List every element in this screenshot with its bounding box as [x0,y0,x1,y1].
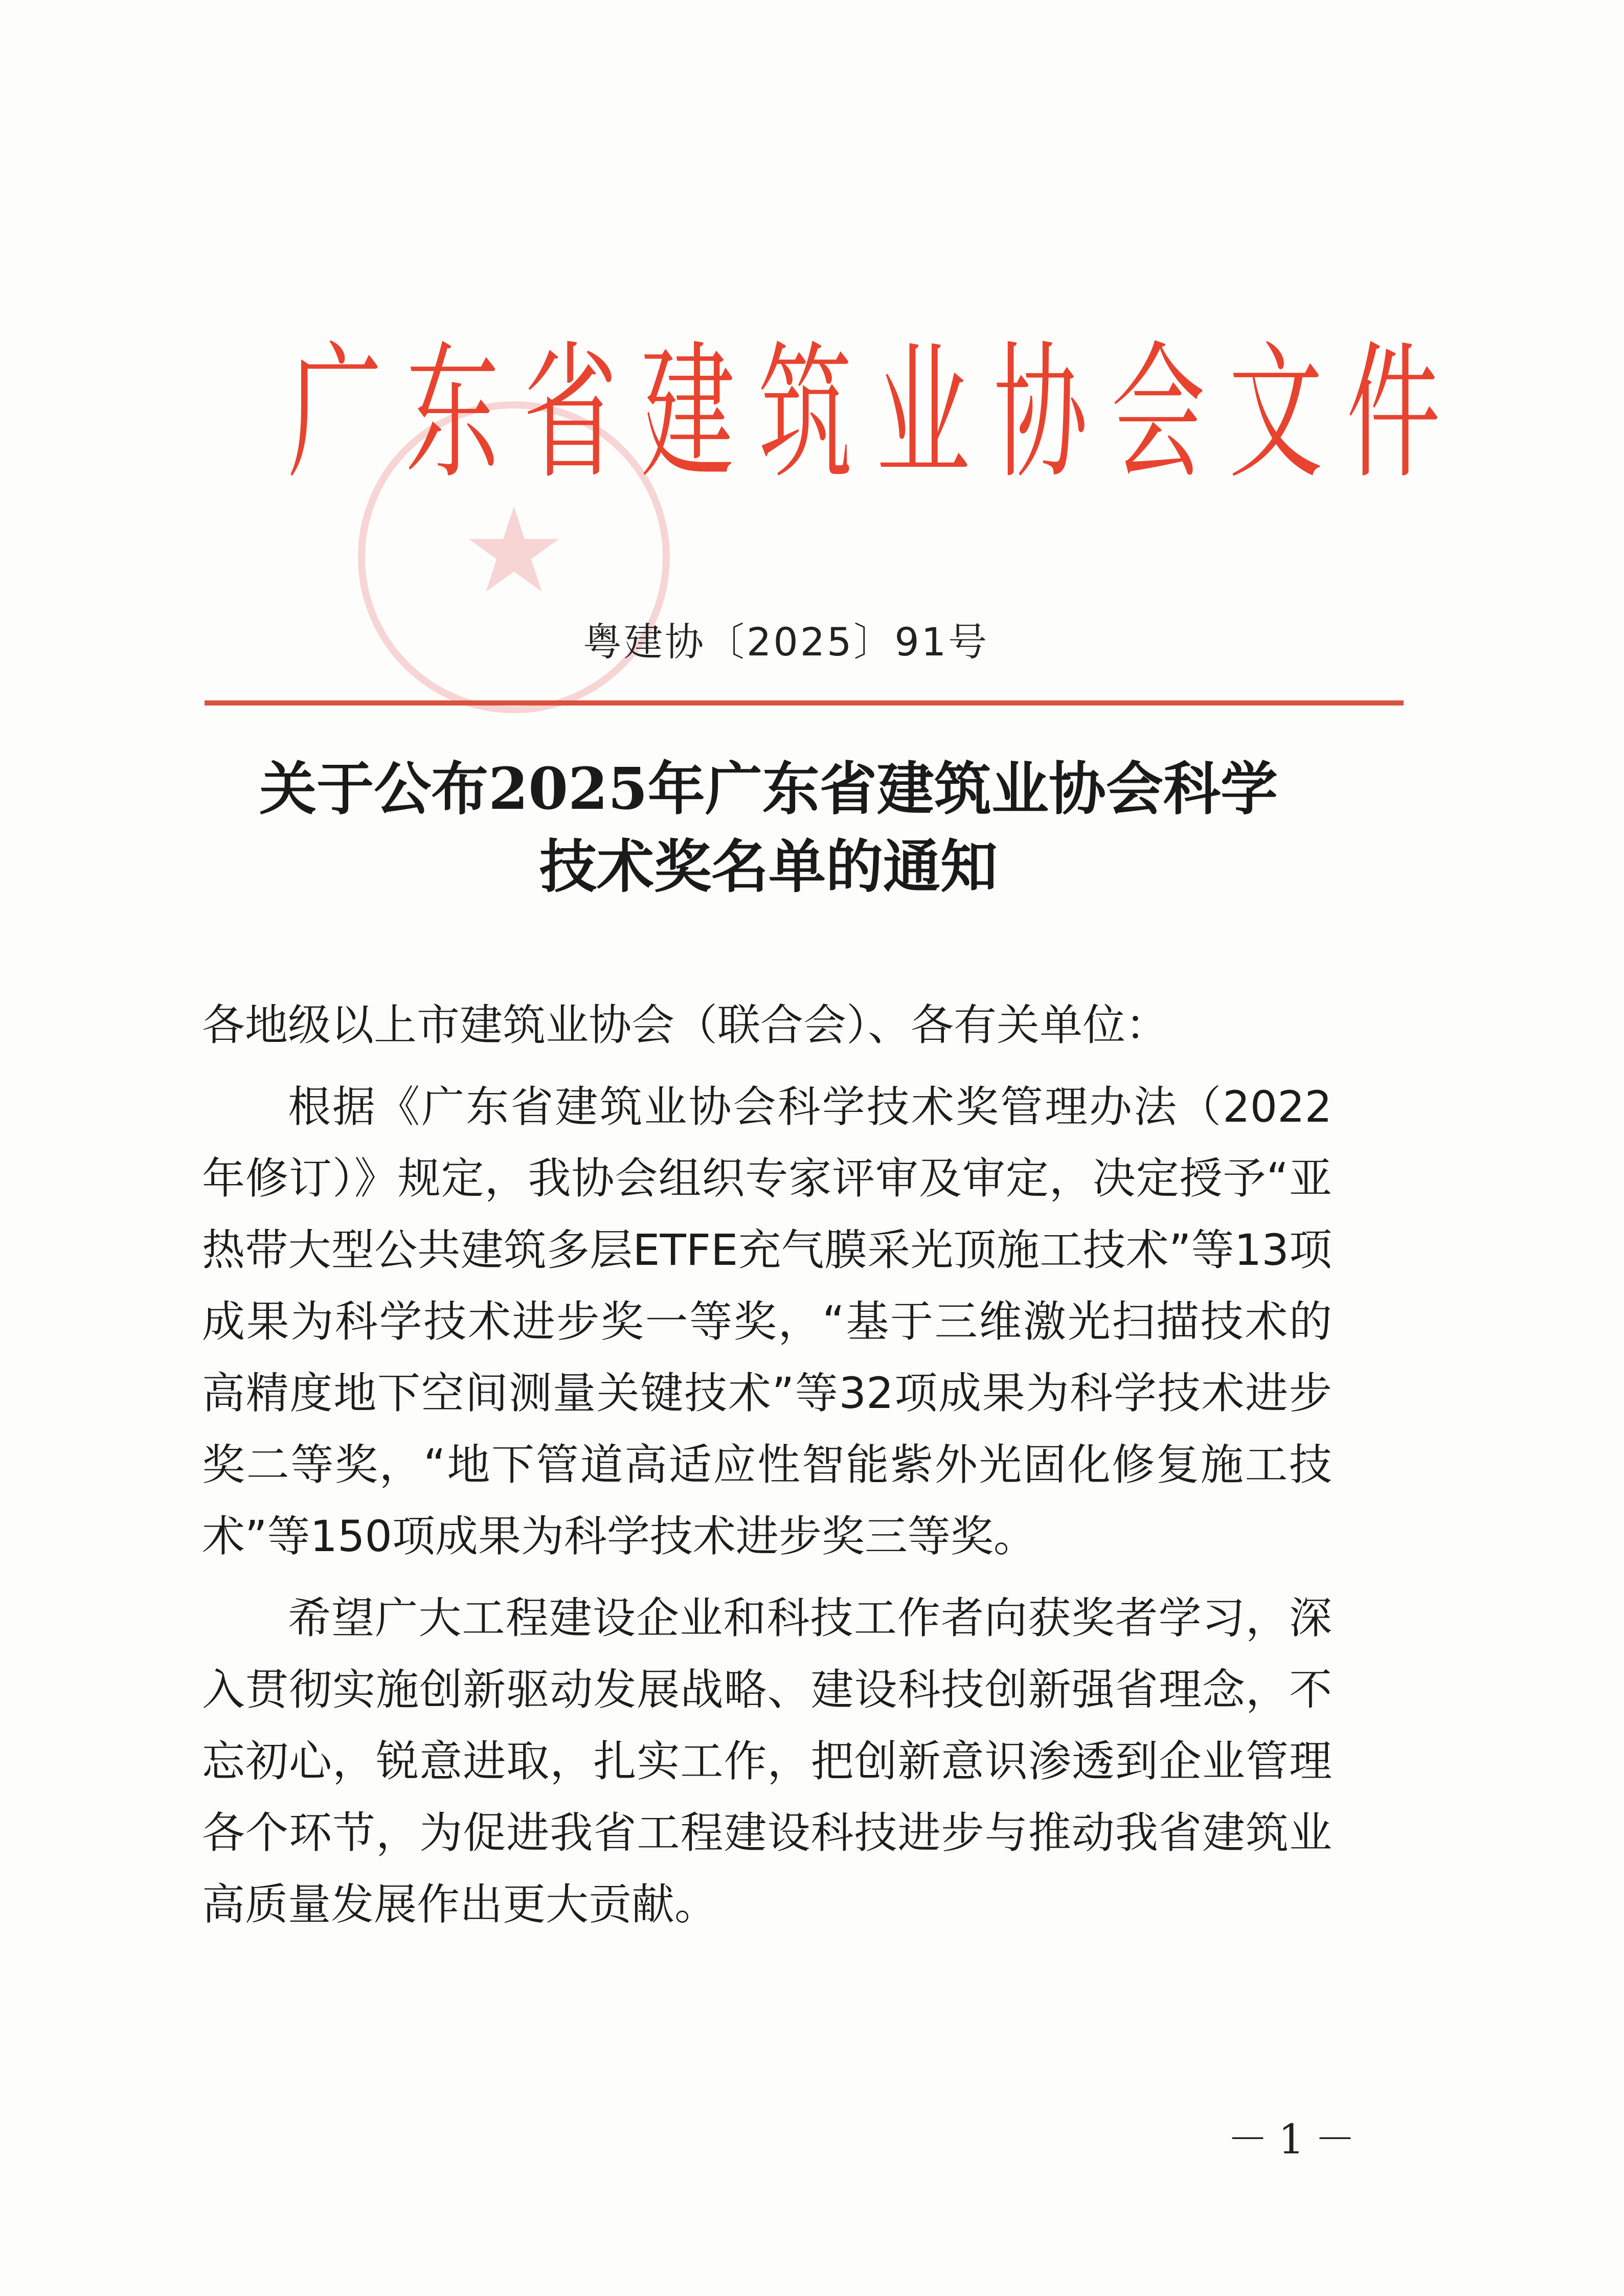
banner-char: 省 [523,328,618,499]
banner-char: 协 [994,328,1088,499]
salutation: 各地级以上市建筑业协会（联合会）、各有关单位： [202,1000,1169,1050]
banner-char: 会 [1111,328,1206,499]
notice-body [202,989,1332,1940]
notice-title-line1: 关于公布2025年广东省建筑业协会科学 [259,756,1278,823]
paragraph-closing: 希望广大工程建设企业和科技工作者向获奖者学习，深入贯彻实施创新驱动发展战略、建设科技创新强省理念，不忘初心，锐意进取，扎实工作，把创新意识渗透到企业管理各个环节，为促进我省工程建设科技进步与推动我省建筑业高质量发展作出更大贡献。 [202,1593,1332,1929]
page-number: －1－ [1227,2116,1366,2163]
notice-title-line2: 技术奖名单的通知 [539,833,998,900]
star-icon: ★ [461,483,567,620]
banner-char: 件 [1346,328,1441,499]
document-number: 粤建协〔2025〕91号 [583,619,989,665]
banner-char: 文 [1229,328,1323,499]
banner-char: 业 [876,328,971,499]
banner-char: 东 [405,328,500,499]
paragraph-awards: 根据《广东省建筑业协会科学技术奖管理办法（2022年修订）》规定，我协会组织专家评审及审定，决定授予“亚热带大型公共建筑多层ETFE充气膜采光顶施工技术”等13项成果为科学技术进步奖一等奖，“基于三维激光扫描技术的高精度地下空间测量关键技术”等32项成果为科学技术进步奖二等奖，“地下管道高适应性智能紫外光固化修复施工技术”等150项成果为科学技术进步奖三等奖。 [202,1082,1332,1561]
document-banner [276,327,1441,501]
header-divider [205,700,1404,706]
banner-char: 建 [641,328,735,499]
banner-char: 广 [288,328,382,499]
banner-char: 筑 [758,328,853,499]
